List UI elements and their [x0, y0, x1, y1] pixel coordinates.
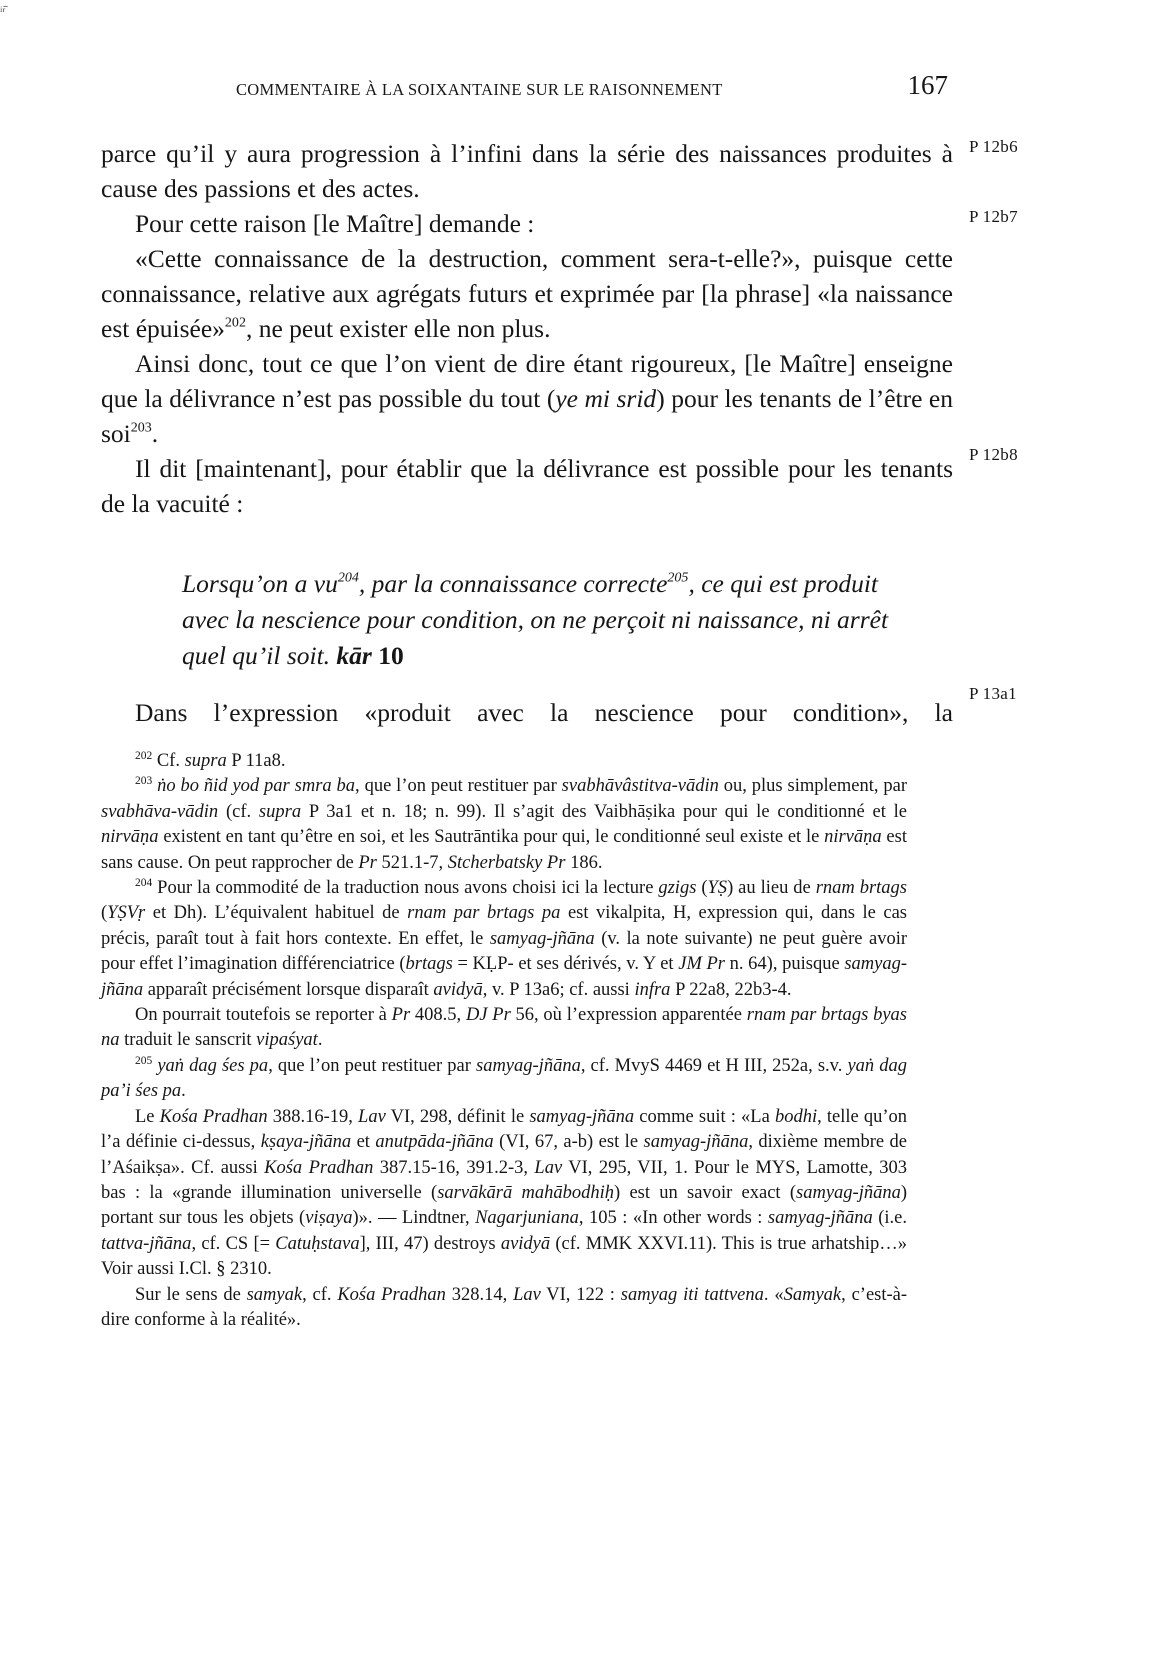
running-title: COMMENTAIRE À LA SOIXANTAINE SUR LE RAISONNEMENT — [236, 80, 723, 99]
footnote-205: $^{205}$ yaṅ dag śes pa, que l’on peut restituer par samyag-jñāna, cf. MvyS 4469 et H III, 252a, s.v. yaṅ dag pa’i śes pa. — [101, 1055, 908, 1102]
footnote-ref: 204 — [337, 570, 359, 586]
paragraph: Dans l’expression «produit avec la nescience pour condition», la — [135, 698, 953, 727]
karika-label: kār — [336, 641, 372, 670]
footnote-202: $^{202}$ Cf. supra P 11a8. — [135, 750, 286, 771]
main-text — [101, 136, 953, 521]
page-number: 167 — [907, 70, 948, 100]
footnote-ref: 202 — [224, 315, 246, 331]
scan-mark: ᵢᵣ̵ — [0, 0, 6, 15]
footnote-ref: 205 — [667, 570, 689, 586]
page-header — [236, 70, 948, 106]
footnote-203: $^{203}$ ṅo bo ñid yod par smra ba, que l’on peut restituer par svabhāvâstitva-vādin ou, plus simplement, par svabhāva-vādin (cf. supra P 3a1 et n. 18; n. 99). Il s’agit des Vaibhāṣika pour qui le conditionné et le nirvāṇa existent en tant qu’être en soi, et les Sautrāntika pour qui, le conditionné seul existe et le nirvāṇa est sans cause. On peut rapprocher de Pr 521.1-7, Stcherbatsky Pr 186. — [101, 775, 907, 873]
paragraph: parce qu’il y aura progression à l’infini dans la série des naissances produites à cause des passions et des actes. — [101, 139, 953, 203]
footnotes — [101, 749, 907, 1333]
karika-number: 10 — [378, 641, 404, 670]
margin-ref: P 13a1 — [969, 684, 1017, 703]
footnote-204: $^{204}$ Pour la commodité de la traduction nous avons choisi ici la lecture gzigs (YṢ) au lieu de rnam brtags (YṢVṛ et Dh). L’équivalent habituel de rnam par brtags pa est vikalpita, H, expression qui, dans le cas précis, paraît tout à fait hors contexte. En effet, le samyag-jñāna (v. la note suivante) ne peut guère avoir pour effet l’imagination différenciatrice (brtags = KḶP- et ses dérivés, v. Y et JM Pr n. 64), puisque samyag-jñāna apparaît précisément lorsque disparaît avidyā, v. P 13a6; cf. aussi infra P 22a8, 22b3-4. — [101, 877, 908, 1000]
paragraph: Il dit [maintenant], pour établir que la délivrance est possible pour les tenants de la vacuité : — [101, 454, 953, 518]
footnote-205-continued: Sur le sens de samyak, cf. Kośa Pradhan 328.14, Lav VI, 122 : samyag iti tattvena. «Samyak, c’est-à-dire conforme à la réalité». — [101, 1284, 908, 1330]
margin-ref: P 12b6 — [969, 137, 1018, 156]
paragraph: Ainsi donc, tout ce que l’on vient de dire étant rigoureux, [le Maître] enseigne que la délivrance n’est pas possible du tout (ye mi srid) pour les tenants de l’être en soi$^{203}$. — [101, 349, 953, 448]
margin-ref: P 12b7 — [969, 207, 1018, 226]
paragraph: «Cette connaissance de la destruction, comment sera-t-elle?», puisque cette connaissance, relative aux agrégats futurs et exprimée par [la phrase] «la naissance est épuisée»$^{202}$, ne peut exister elle non plus. — [101, 244, 953, 343]
footnote-204-continued: On pourrait toutefois se reporter à Pr 408.5, DJ Pr 56, où l’expression apparentée rnam par brtags byas na traduit le sanscrit vipaśyat. — [101, 1005, 907, 1051]
footnote-ref: 203 — [130, 420, 152, 436]
margin-ref: P 12b8 — [969, 445, 1018, 464]
footnote-205-continued: Le Kośa Pradhan 388.16-19, Lav VI, 298, définit le samyag-jñāna comme suit : «La bodhi, telle qu’on l’a définie ci-dessus, kṣaya-jñāna et anutpāda-jñāna (VI, 67, a-b) est le samyag-jñāna, dixième membre de l’Aśaikṣa». Cf. aussi Kośa Pradhan 387.15-16, 391.2-3, Lav VI, 295, VII, 1. Pour le MYS, Lamotte, 303 bas : la «grande illumination universelle (sarvākārā mahābodhiḥ) est un savoir exact (samyag-jñāna) portant sur tous les objets (viṣaya)». — Lindtner, Nagarjuniana, 105 : «In other words : samyag-jñāna (i.e. tattva-jñāna, cf. CS [= Catuḥstava], III, 47) destroys avidyā (cf. MMK XXVI.11). This is true arhatship…» Voir aussi I.Cl. § 2310. — [101, 1106, 908, 1280]
verse-karika: Lorsqu’on a $vu^{204}$, par la connaissance correcte$^{205}$, ce qui est produit avec la nescience pour condition, on ne perçoit ni naissance, ni arrêt quel qu’il soit. kār 10 — [182, 569, 889, 670]
paragraph: Pour cette raison [le Maître] demande : — [135, 209, 535, 238]
